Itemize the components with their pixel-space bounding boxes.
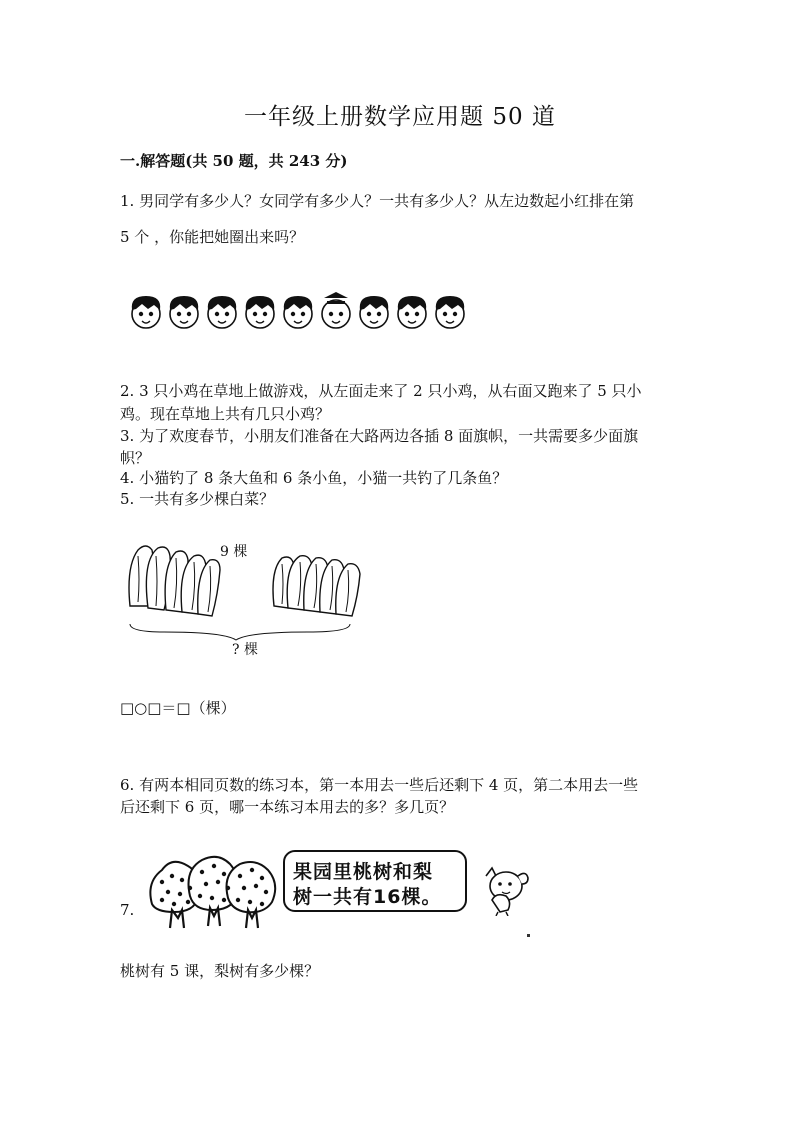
question-1-line-2: 5 个 ，你能把她圈出来吗？	[120, 228, 305, 246]
child-icon	[284, 296, 312, 328]
question-2-line-1: 2. 3 只小鸡在草地上做游戏，从左面走来了 2 只小鸡，从右面又跑来了 5 只小	[120, 382, 642, 400]
cabbage-label-bottom: ? 棵	[232, 642, 258, 658]
child-icon-girl	[322, 292, 350, 328]
fruit-trees-figure	[148, 852, 280, 934]
stray-dot	[527, 934, 530, 937]
children-row-figure	[128, 288, 473, 340]
cabbage-figure	[124, 536, 394, 666]
question-7-number: 7.	[120, 901, 135, 919]
answer-formula: □○□＝□（棵）	[120, 699, 236, 717]
cabbage-label-top: 9 棵	[220, 544, 248, 560]
sheep-figure	[482, 862, 534, 920]
question-5: 5. 一共有多少棵白菜？	[120, 490, 275, 508]
question-2-line-2: 鸡。现在草地上共有几只小鸡？	[120, 405, 331, 423]
question-1-line-1: 1. 男同学有多少人？女同学有多少人？一共有多少人？从左边数起小红排在第	[120, 192, 635, 210]
question-3-line-1: 3. 为了欢度春节，小朋友们准备在大路两边各插 8 面旗帜，一共需要多少面旗	[120, 427, 639, 445]
sign-line-1: 果园里桃树和梨	[293, 861, 434, 883]
section-heading: 一.解答题(共 50 题，共 243 分)	[120, 152, 348, 170]
question-3-line-2: 帜？	[120, 449, 151, 467]
question-4: 4. 小猫钓了 8 条大鱼和 6 条小鱼，小猫一共钓了几条鱼？	[120, 469, 508, 487]
speech-sign	[283, 850, 467, 912]
question-6-line-2: 后还剩下 6 页，哪一本练习本用去的多？多几页？	[120, 798, 455, 816]
child-icon	[208, 296, 236, 328]
question-6-line-1: 6. 有两本相同页数的练习本，第一本用去一些后还剩下 4 页，第二本用去一些	[120, 776, 639, 794]
child-icon	[398, 296, 426, 328]
child-icon	[132, 296, 160, 328]
question-7-after: 桃树有 5 课，梨树有多少棵？	[120, 962, 320, 980]
page-title: 一年级上册数学应用题 50 道	[244, 104, 556, 130]
sign-line-2: 树一共有16棵。	[293, 886, 442, 908]
child-icon	[246, 296, 274, 328]
child-icon	[360, 296, 388, 328]
child-icon	[170, 296, 198, 328]
child-icon	[436, 296, 464, 328]
